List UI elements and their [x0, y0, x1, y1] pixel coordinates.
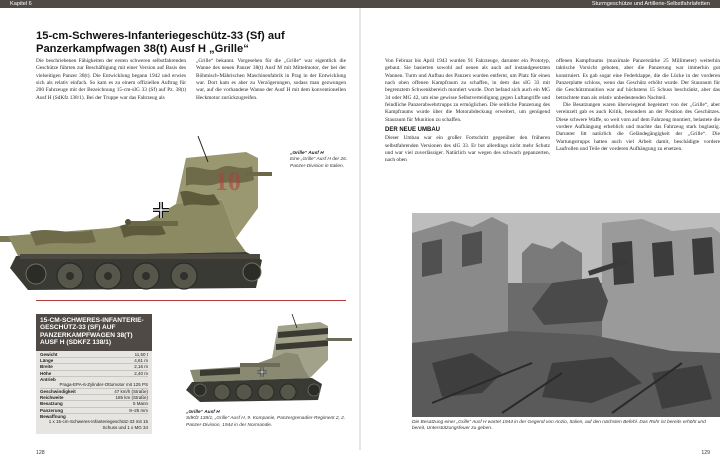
spec-value: 185 km (Straße)	[115, 395, 148, 401]
paragraph: Die Besatzungen waren überwiegend begeistert von der „Grille“, aber vereinzelt gab es auch Kritik, besonders an der Position des Geschützes. Diese schwere Waffe, so weit vorn auf dem Fahrzeug montiert, belastete die vordere Aufhängung erheblich und machte das Fahrzeug stark buglastig. Darunter litt natürlich die Geländegängigkeit der „Grille“. Die Wartungstrupps hatten auch viel Arbeit damit, beschädigte vordere Laufrollen und Teile der vorderen Aufhängung zu ersetzen.	[556, 102, 720, 153]
page-title	[36, 30, 346, 55]
spec-value: 5 Mann	[132, 401, 148, 407]
text-column-3	[385, 58, 550, 165]
spec-row	[40, 414, 148, 430]
divider-line	[36, 300, 346, 301]
caption-text: Die Besatzung einer „Grille“ Ausf H wartet 1944 in der Gegend von Anzio, Italien, auf den nächsten Befehl. Das Rohr ist bereits erhöht und bereit, Unterstützungsfeuer zu geben.	[412, 420, 706, 432]
title-line-2: Panzerkampfwagen 38(t) Ausf H „Grille“	[36, 42, 249, 55]
caption-text: SdKfz 138/1, „Grille“ Ausf H, 9. Kompanie, Panzergrenadier-Regiment 2, 2. Panzer-Division, 1944 in der Normandie.	[186, 416, 346, 428]
spec-value: 4,61 m	[134, 357, 148, 363]
caption-title: „Grille“ Ausf H	[290, 151, 324, 156]
section-heading: DER NEUE UMBAU	[385, 127, 441, 134]
spec-heading-line: GESCHÜTZ-33 (SF) AUF	[40, 324, 116, 332]
section-label: Sturmgeschütze und Artillerie-Selbstfahrlafetten	[591, 1, 710, 7]
spec-rows	[36, 351, 152, 430]
text-column-4	[556, 58, 720, 153]
spec-key: Geschwindigkeit	[40, 388, 76, 394]
spec-key: Breite	[40, 364, 53, 370]
spec-value: Praga-EPA-6-Zylinder-Ottomotor mit 125 PS	[59, 382, 148, 388]
tank-illustration-normandy	[180, 314, 352, 406]
spec-value: 8–25 mm	[129, 407, 148, 413]
paragraph: Die beschriebenen Fähigkeiten der ersten schweren selbstfahrenden Geschütze führten zur Beschäftigung mit einer Version auf Basis des vielseitigen Panzer 38(t). Die Entwicklung begann 1942 und erwies sich als relativ einfach. So kam es zu einem offiziellen Auftrag für 200 Fahrzeuge mit der Bezeichnung 15-cm-sIG 33 (Sf) auf Pz. 38(t) Ausf H (SdKfz 138/1). Bei der Truppe war das Fahrzeug als	[36, 58, 186, 101]
spec-value: 2,40 m	[134, 370, 148, 376]
caption-top-tank	[290, 151, 358, 170]
text-column-2	[196, 58, 346, 102]
page-number-left: 128	[36, 450, 45, 456]
title-line-1: 15-cm-Schweres-Infanteriegeschütz-33 (Sf) auf	[36, 30, 285, 42]
running-header	[0, 0, 720, 8]
svg-text:10: 10	[215, 167, 241, 196]
spec-heading-line: AUSF H (SDKFZ 138/1)	[40, 339, 112, 347]
spec-key: Bewaffnung	[40, 414, 66, 420]
spec-heading-line: 15-CM-SCHWERES-INFANTERIE-	[40, 317, 144, 324]
chapter-label: Kapitel 6	[10, 1, 32, 7]
spec-value: 47 km/h (Straße)	[114, 388, 148, 394]
tank-illustration-italy	[0, 128, 272, 300]
paragraph: offenen Kampfraums (maximale Panzerstärke 25 Millimeter) weiterhin taktische Vorsicht geboten, aber die Panzerung war immerhin gut konstruiert. Es gab sogar eine Federklappe, die die Lücke in der vorderen Panzerplatte schloss, wenn das Geschütz erhöht wurde. Der Stauraum für die Geschützmunition war auf höchstens 15 Schuss beschränkt, aber das betrachtete man als relativ unbedeutenden Nachteil.	[556, 58, 720, 101]
spec-row	[40, 377, 148, 389]
spec-key: Höhe	[40, 370, 52, 376]
caption-bottom-tank	[186, 410, 346, 429]
page-number-right: 129	[701, 450, 710, 456]
spec-heading-line: PANZERKAMPFWAGEN 38(T)	[40, 331, 133, 339]
spec-value: 1 x 15-cm-Schweres-Infanteriegeschütz-33 mit 15 Schuss und 1 x MG 34	[48, 419, 148, 430]
caption-text: Eine „Grille“ Ausf H der 26. Panzer-Division in Italien.	[290, 157, 348, 169]
spec-value: 2,16 m	[134, 364, 148, 370]
photo-illustration	[412, 213, 720, 417]
caption-photo	[412, 420, 720, 433]
spec-table	[36, 314, 152, 434]
paragraph: Dieser Umbau war ein großer Fortschritt gegenüber den früheren selbstfahrenden Versionen des sIG 33. Er bot allerdings nicht mehr Schutz und war viel zuverlässiger. Natürlich war wegen des schwach gepanzerten, nach oben	[385, 135, 550, 164]
spec-key: Besatzung	[40, 401, 63, 407]
spec-key: Antrieb	[40, 377, 56, 382]
spec-key: Panzerung	[40, 407, 64, 413]
spec-key: Reichweite	[40, 395, 64, 401]
spec-heading	[36, 314, 152, 351]
paragraph: „Grille“ bekannt. Vorgesehen für die „Grille“ war eigentlich die Wanne des neuen Panzer 38(t) Ausf M mit Mittelmotor, der bei der Böhmisch-Mährischen Maschinenfabrik in Prag in der Entwicklung war. Dort kam es aber zu Verzögerungen, sodass man gezwungen war, auf die vorhandene Wanne der Ausf H mit dem konventionellen Heckmotor zurückzugreifen.	[196, 58, 346, 101]
spec-value: 11,50 t	[134, 351, 148, 357]
historical-photo	[412, 213, 720, 417]
text-column-1	[36, 58, 186, 102]
spec-key: Länge	[40, 357, 54, 363]
caption-title: „Grille“ Ausf H	[186, 410, 220, 415]
page-gutter	[359, 8, 361, 450]
paragraph: Von Februar bis April 1943 wurden 91 Fahrzeuge, darunter ein Prototyp, gebaut. Sie basierten sowohl auf neuen als auch auf instandgesetzten Wannen. Turm und Aufbau des Panzers wurden entfernt, um Platz für einen nach oben offenen Kampfraum zu schaffen, in dem das sIG 33 mit begrenztem Schwenkbereich montiert wurde. Dort befand sich auch ein MG 34 oder MG 42, um eine gewisse Selbstverteidigung gegen Luftangriffe und feindliche Panzerabwehrtrupps zu ermöglichen. Die seitliche Panzerung des Kampfraums wurde über die Motorabdeckung erweitert, um genügend Stauraum für Munition zu schaffen.	[385, 58, 550, 123]
spec-key: Gewicht	[40, 351, 58, 357]
